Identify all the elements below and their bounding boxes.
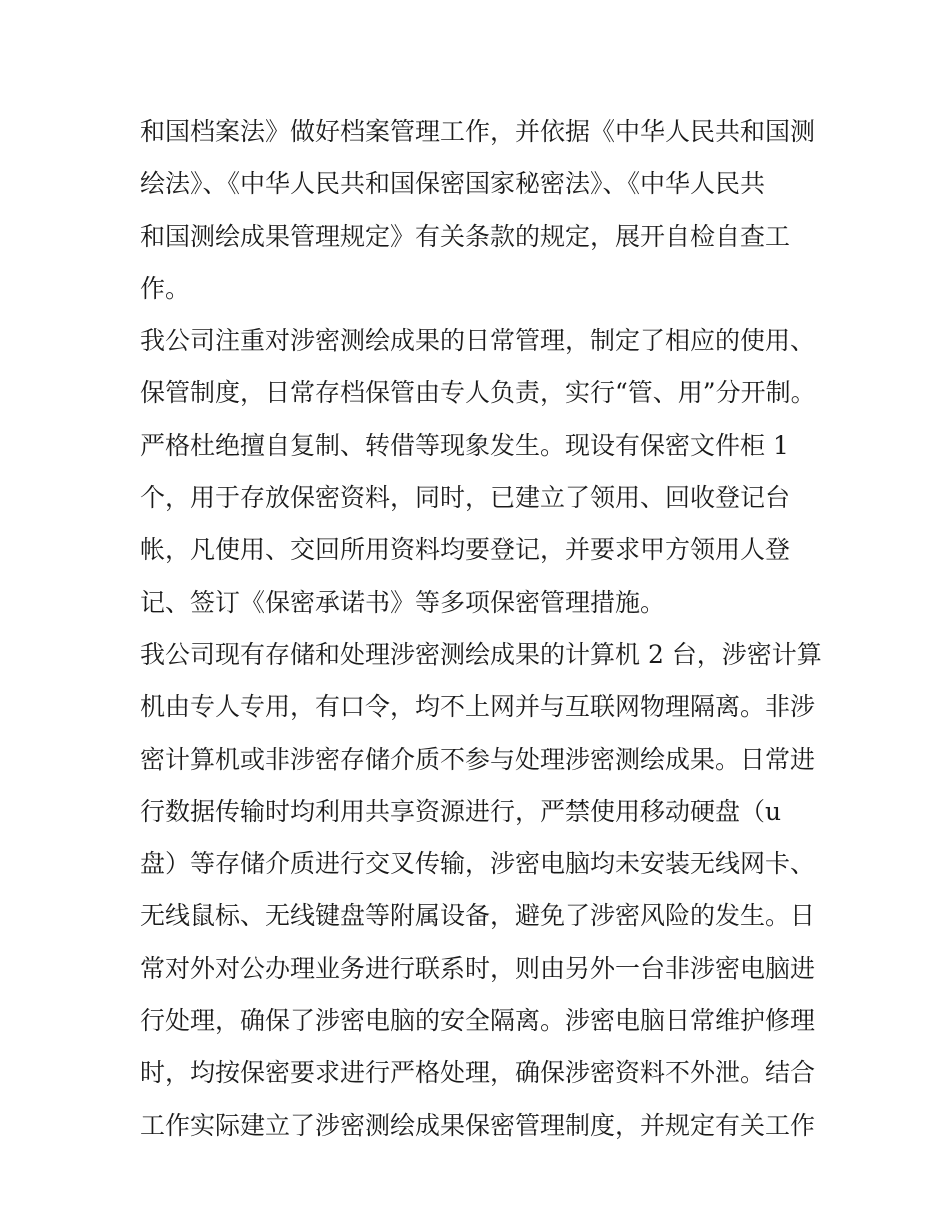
text-line: 绘法》、《中华人民共和国保密国家秘密法》、《中华人民共	[140, 169, 766, 199]
text-line: 和国档案法》做好档案管理工作，并依据《中华人民共和国测	[140, 117, 816, 146]
text-line: 机由专人专用，有口令，均不上网并与互联网物理隔离。非涉	[140, 692, 816, 722]
text-line: 行数据传输时均利用共享资源进行，严禁使用移动硬盘（u	[140, 796, 782, 826]
text-line: 个，用于存放保密资料，同时，已建立了领用、回收登记台	[140, 483, 791, 513]
text-line: 我公司现有存储和处理涉密测绘成果的计算机 2 台，涉密计算	[140, 639, 822, 669]
text-line: 行处理，确保了涉密电脑的安全隔离。涉密电脑日常维护修理	[140, 1006, 816, 1036]
text-line: 盘）等存储介质进行交叉传输，涉密电脑均未安装无线网卡、	[140, 849, 816, 879]
text-line: 记、签订《保密承诺书》等多项保密管理措施。	[140, 587, 666, 617]
text-line: 作。	[140, 273, 191, 303]
body-text	[140, 106, 830, 1152]
text-line: 密计算机或非涉密存储介质不参与处理涉密测绘成果。日常进	[140, 744, 816, 774]
text-line: 无线鼠标、无线键盘等附属设备，避免了涉密风险的发生。日	[140, 901, 816, 931]
text-line: 和国测绘成果管理规定》有关条款的规定，展开自检自查工	[140, 221, 791, 251]
text-line: 帐，凡使用、交回所用资料均要登记，并要求甲方领用人登	[140, 535, 791, 565]
text-line: 严格杜绝擅自复制、转借等现象发生。现设有保密文件柜 1	[140, 430, 789, 460]
text-line: 时，均按保密要求进行严格处理，确保涉密资料不外泄。结合	[140, 1058, 816, 1088]
text-line: 常对外对公办理业务进行联系时，则由另外一台非涉密电脑进	[140, 953, 816, 983]
text-line: 我公司注重对涉密测绘成果的日常管理，制定了相应的使用、	[140, 326, 816, 356]
text-line: 工作实际建立了涉密测绘成果保密管理制度，并规定有关工作	[140, 1110, 816, 1140]
text-line: 保管制度，日常存档保管由专人负责，实行“管、用”分开制。	[140, 378, 816, 408]
